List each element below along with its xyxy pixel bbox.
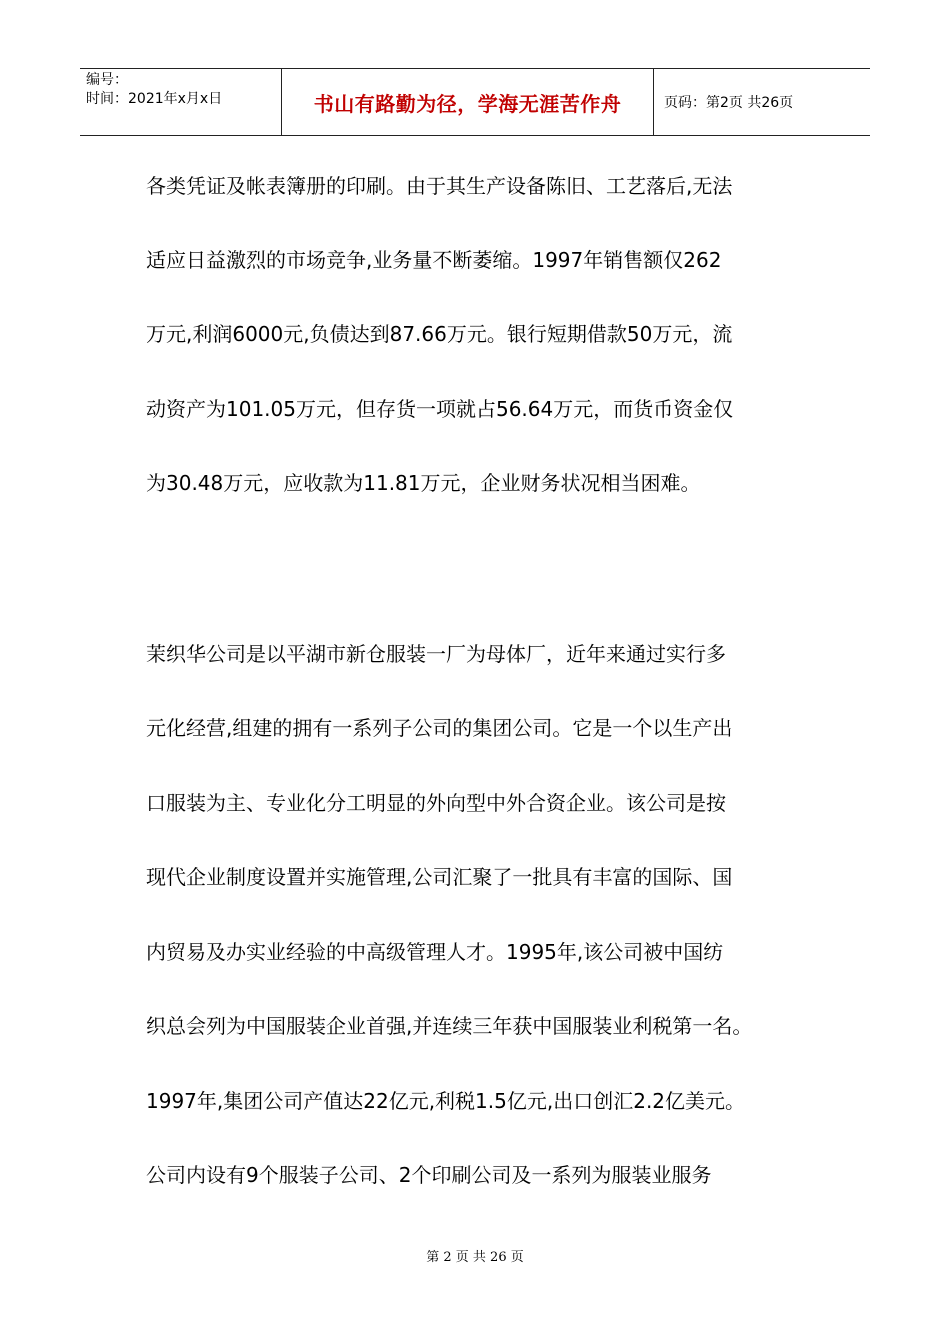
paragraph-2-line-1: 茉织华公司是以平湖市新仓服装一厂为母体厂，近年来通过实行多 bbox=[146, 642, 726, 666]
paragraph-1-line-5: 为30.48万元，应收款为11.81万元，企业财务状况相当困难。 bbox=[146, 471, 701, 495]
paragraph-2-line-4: 现代企业制度设置并实施管理,公司汇聚了一批具有丰富的国际、国 bbox=[146, 865, 733, 889]
paragraph-1-line-2: 适应日益激烈的市场竞争,业务量不断萎缩。1997年销售额仅262 bbox=[146, 248, 722, 272]
paragraph-2-line-7: 1997年,集团公司产值达22亿元,利税1.5亿元,出口创汇2.2亿美元。 bbox=[146, 1089, 746, 1113]
paragraph-1-line-1: 各类凭证及帐表簿册的印刷。由于其生产设备陈旧、工艺落后,无法 bbox=[146, 174, 733, 198]
paragraph-2-line-6: 织总会列为中国服装企业首强,并连续三年获中国服装业利税第一名。 bbox=[146, 1014, 753, 1038]
paragraph-2-line-3: 口服装为主、专业化分工明显的外向型中外合资企业。该公司是按 bbox=[146, 791, 726, 815]
header-motto-cell bbox=[282, 69, 654, 135]
page-header bbox=[80, 68, 870, 136]
serial-number-label: 编号： bbox=[86, 72, 128, 88]
paragraph-1-line-3: 万元,利润6000元,负债达到87.66万元。银行短期借款50万元，流 bbox=[146, 322, 733, 346]
paragraph-2-line-8: 公司内设有9个服装子公司、2个印刷公司及一系列为服装业服务 bbox=[146, 1163, 712, 1187]
page-footer: 第 2 页 共 26 页 bbox=[426, 1250, 524, 1265]
paragraph-2-line-2: 元化经营,组建的拥有一系列子公司的集团公司。它是一个以生产出 bbox=[146, 716, 733, 740]
paragraph-1-line-4: 动资产为101.05万元，但存货一项就占56.64万元，而货币资金仅 bbox=[146, 397, 734, 421]
motto-text: 书山有路勤为径，学海无涯苦作舟 bbox=[313, 91, 622, 116]
header-meta-cell bbox=[80, 69, 282, 135]
header-page-cell bbox=[654, 69, 870, 135]
date-label: 时间：2021年x月x日 bbox=[86, 91, 223, 107]
paragraph-2-line-5: 内贸易及办实业经验的中高级管理人才。1995年,该公司被中国纺 bbox=[146, 940, 724, 964]
page-info: 页码：第2页 共26页 bbox=[664, 95, 794, 111]
